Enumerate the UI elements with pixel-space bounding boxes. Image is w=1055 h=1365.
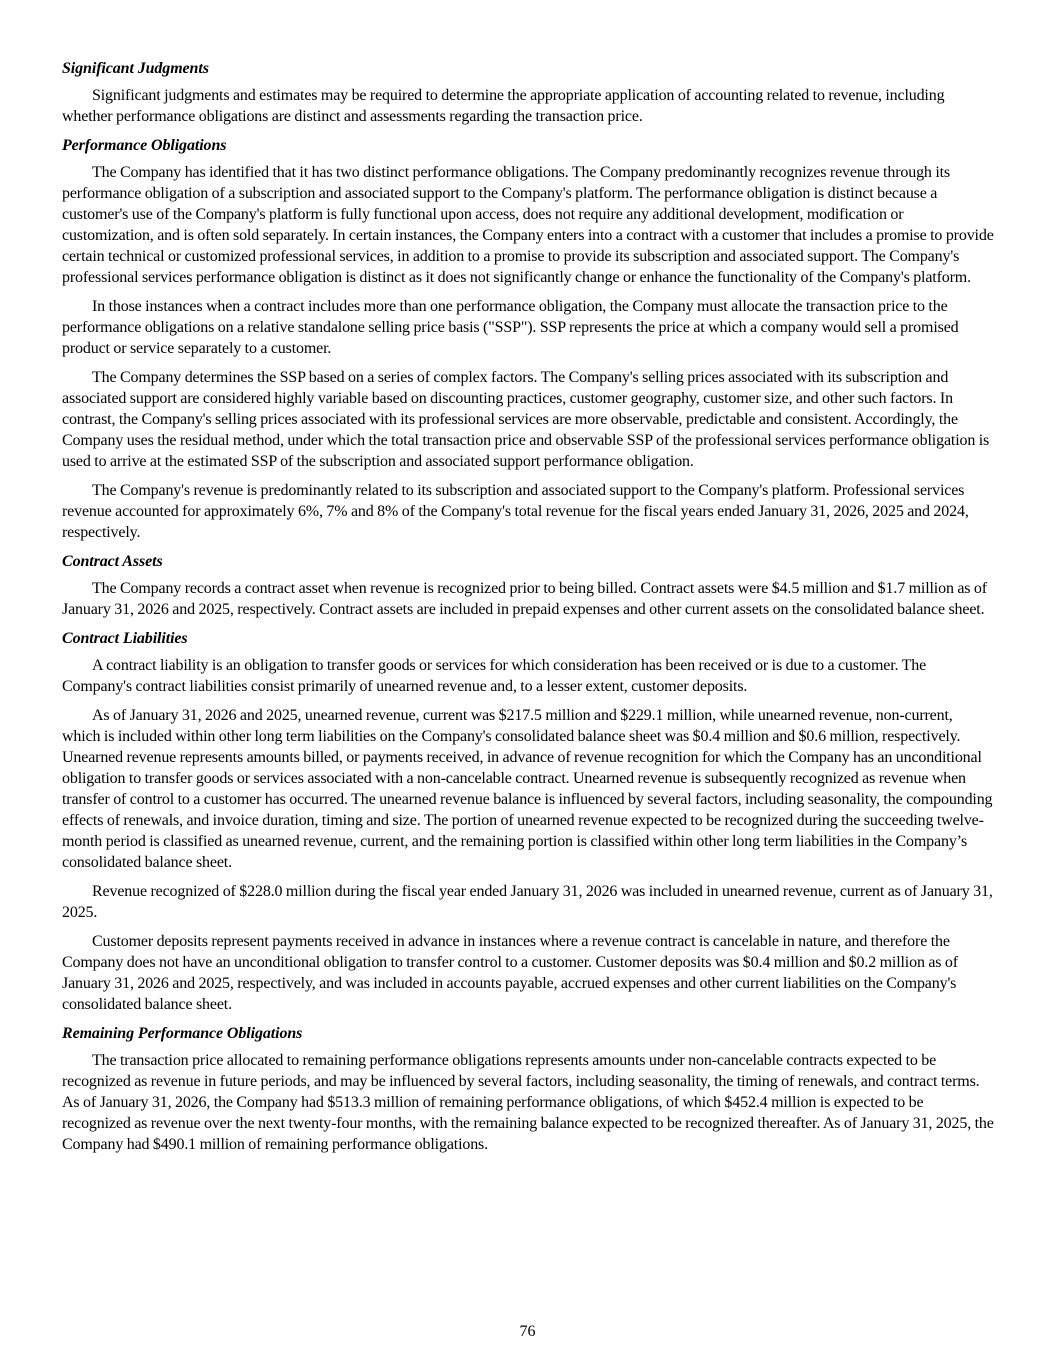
- paragraph: In those instances when a contract includes more than one performance obligation, the Company must allocate the transaction price to the performance obligations on a relative standalone selling price basis ("SSP"). SSP represents the price at which a company would sell a promised product or service separately to a customer.: [62, 298, 959, 357]
- section-performance-obligations: [62, 135, 994, 543]
- section-heading: Performance Obligations: [62, 137, 227, 154]
- paragraph: Customer deposits represent payments received in advance in instances where a revenue contract is cancelable in nature, and therefore the Company does not have an unconditional obligation to transfer control to a customer. Customer deposits was $0.4 million and $0.2 million as of January 31, 2026 and 2025, respectively, and was included in accounts payable, accrued expenses and other current liabilities on the Company's consolidated balance sheet.: [62, 933, 958, 1013]
- document-page: [62, 58, 994, 1163]
- section-heading: Contract Assets: [62, 553, 163, 570]
- section-significant-judgments: [62, 58, 994, 127]
- paragraph: The Company determines the SSP based on a series of complex factors. The Company's selling prices associated with its subscription and associated support are considered highly variable based on discounting practices, customer geography, customer size, and other such factors. In contrast, the Company's selling prices associated with its professional services are more observable, predictable and consistent. Accordingly, the Company uses the residual method, under which the total transaction price and observable SSP of the professional services performance obligation is used to arrive at the estimated SSP of the subscription and associated support performance obligation.: [62, 369, 990, 470]
- paragraph: A contract liability is an obligation to transfer goods or services for which consideration has been received or is due to a customer. The Company's contract liabilities consist primarily of unearned revenue and, to a lesser extent, customer deposits.: [62, 657, 927, 695]
- section-remaining-performance-obligations: [62, 1023, 994, 1155]
- paragraph: Revenue recognized of $228.0 million during the fiscal year ended January 31, 2026 was included in unearned revenue, current as of January 31, 2025.: [62, 883, 993, 921]
- paragraph: Significant judgments and estimates may be required to determine the appropriate application of accounting related to revenue, including whether performance obligations are distinct and assessments regarding the transaction price.: [62, 87, 945, 125]
- paragraph: The transaction price allocated to remaining performance obligations represents amounts under non-cancelable contracts expected to be recognized as revenue in future periods, and may be influenced by several factors, including seasonality, the timing of renewals, and contract terms. As of January 31, 2026, the Company had $513.3 million of remaining performance obligations, of which $452.4 million is expected to be recognized as revenue over the next twenty-four months, with the remaining balance expected to be recognized thereafter. As of January 31, 2025, the Company had $490.1 million of remaining performance obligations.: [62, 1052, 994, 1153]
- page-number: 76: [519, 1323, 536, 1340]
- paragraph: As of January 31, 2026 and 2025, unearned revenue, current was $217.5 million and $229.1 million, while unearned revenue, non-current, which is included within other long term liabilities on the Company's consolidated balance sheet was $0.4 million and $0.6 million, respectively. Unearned revenue represents amounts billed, or payments received, in advance of revenue recognition for which the Company has an unconditional obligation to transfer goods or services associated with a non-cancelable contract. Unearned revenue is subsequently recognized as revenue when transfer of control to a customer has occurred. The unearned revenue balance is influenced by several factors, including seasonality, the compounding effects of renewals, and invoice duration, timing and size. The portion of unearned revenue expected to be recognized during the succeeding twelve-month period is classified as unearned revenue, current, and the remaining portion is classified within other long term liabilities in the Company’s consolidated balance sheet.: [62, 707, 993, 871]
- section-contract-assets: [62, 551, 994, 620]
- section-contract-liabilities: [62, 628, 994, 1015]
- section-heading: Remaining Performance Obligations: [62, 1025, 303, 1042]
- section-heading: Significant Judgments: [62, 60, 209, 77]
- paragraph: The Company records a contract asset when revenue is recognized prior to being billed. Contract assets were $4.5 million and $1.7 million as of January 31, 2026 and 2025, respectively. Contract assets are included in prepaid expenses and other current assets on the consolidated balance sheet.: [62, 580, 987, 618]
- paragraph: The Company has identified that it has two distinct performance obligations. The Company predominantly recognizes revenue through its performance obligation of a subscription and associated support to the Company's platform. The performance obligation is distinct because a customer's use of the Company's platform is fully functional upon access, does not require any additional development, modification or customization, and is often sold separately. In certain instances, the Company enters into a contract with a customer that includes a promise to provide certain technical or customized professional services, in addition to a promise to provide its subscription and associated support. The Company's professional services performance obligation is distinct as it does not significantly change or enhance the functionality of the Company's platform.: [62, 164, 994, 286]
- paragraph: The Company's revenue is predominantly related to its subscription and associated support to the Company's platform. Professional services revenue accounted for approximately 6%, 7% and 8% of the Company's total revenue for the fiscal years ended January 31, 2026, 2025 and 2024, respectively.: [62, 482, 969, 541]
- section-heading: Contract Liabilities: [62, 630, 188, 647]
